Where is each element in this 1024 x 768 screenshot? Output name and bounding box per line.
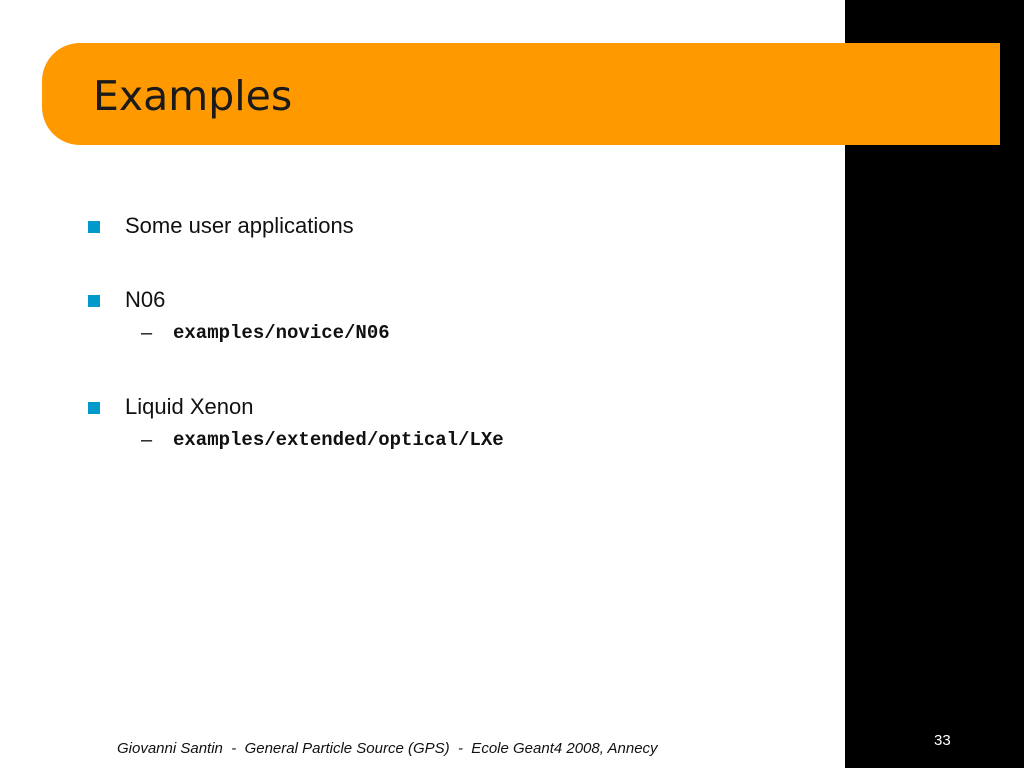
footer-text: Giovanni Santin - General Particle Source (GPS) - Ecole Geant4 2008, Annecy [117,740,658,757]
square-bullet-icon [88,402,100,414]
bullet-item-text: N06 [125,287,166,312]
square-bullet-icon [88,221,100,233]
dash-marker: – [141,322,153,344]
sub-item-path: examples/extended/optical/LXe [173,429,504,451]
dash-marker: – [141,429,153,451]
bullet-item-text: Some user applications [125,213,354,238]
slide-title: Examples [93,72,293,120]
page-number: 33 [934,732,951,749]
square-bullet-icon [88,295,100,307]
bullet-item-text: Liquid Xenon [125,394,254,419]
sub-item-path: examples/novice/N06 [173,322,390,344]
